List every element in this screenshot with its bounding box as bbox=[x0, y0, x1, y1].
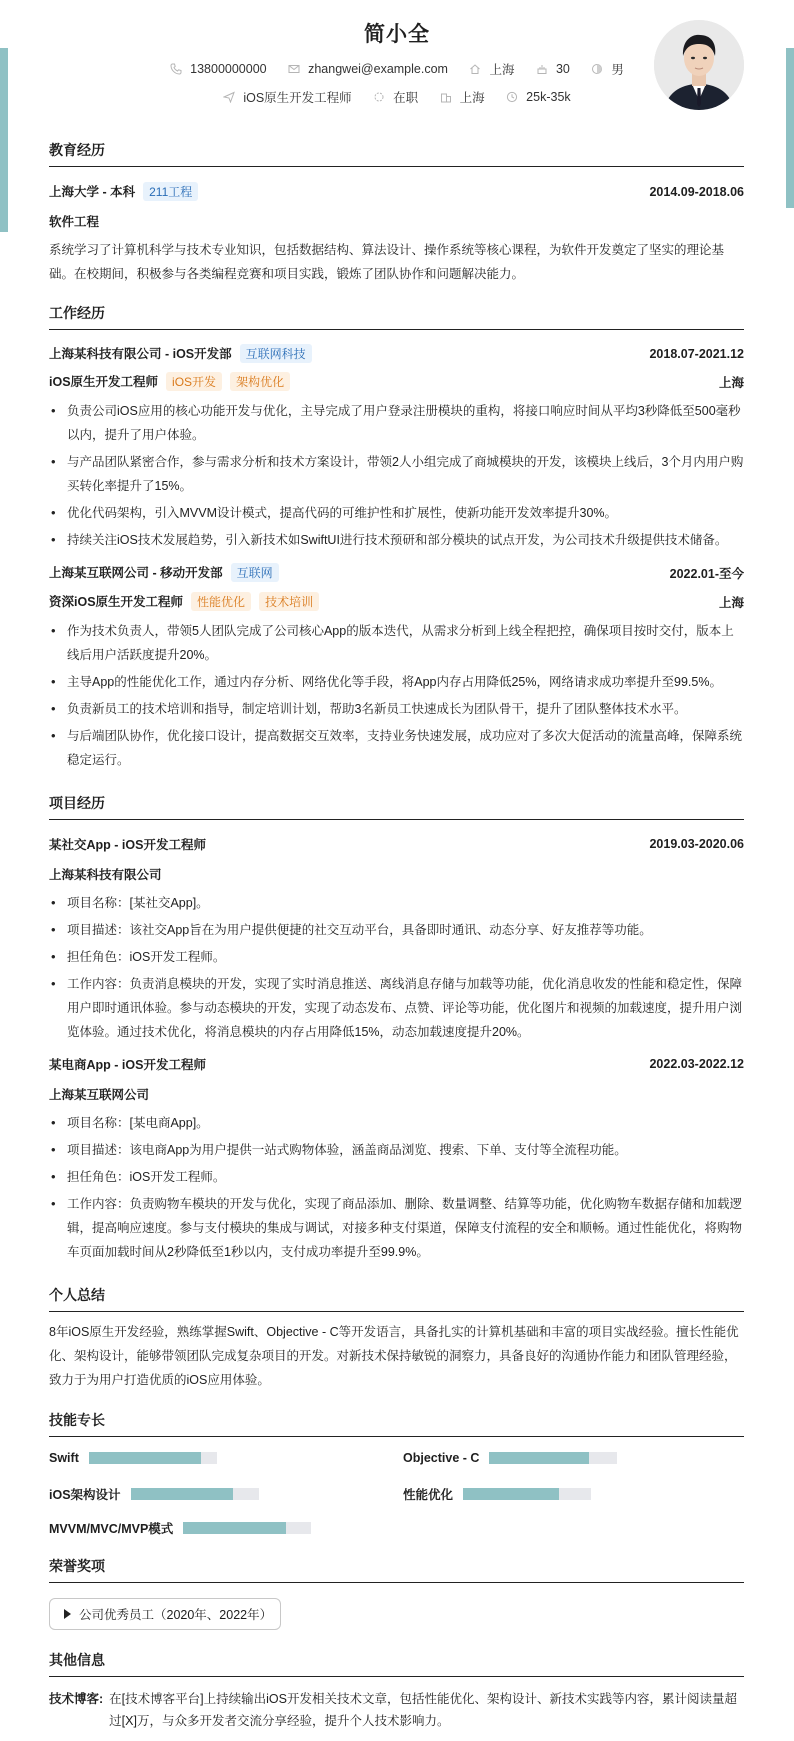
job-title-text: iOS原生开发工程师 bbox=[243, 91, 352, 105]
school-tag: 211工程 bbox=[143, 182, 198, 201]
education-description: 系统学习了计算机科学与技术专业知识，包括数据结构、算法设计、操作系统等核心课程，为软件开发奠定了坚实的理论基础。在校期间，积极参与各类编程竞赛和项目实践，锻炼了团队协作和问题解决能力。 bbox=[49, 243, 725, 281]
phone-item bbox=[170, 62, 266, 76]
skill-bar-fill bbox=[183, 1522, 285, 1534]
skill-bar-fill bbox=[89, 1452, 202, 1464]
skill-label: Swift bbox=[49, 1451, 79, 1465]
list-item: • 优化代码架构，引入MVVM设计模式，提高代码的可维护性和扩展性，使新功能开发效率提升30%。 bbox=[49, 501, 744, 525]
skill-bar bbox=[463, 1488, 591, 1500]
job-1-company-line bbox=[49, 344, 312, 363]
education-major-row bbox=[49, 212, 744, 230]
project-2-details bbox=[49, 1111, 744, 1267]
summary-text: 8年iOS原生开发经验，熟练掌握Swift、Objective - C等开发语言，具备扎实的计算机基础和丰富的项目实战经验。擅长性能优化、架构设计，能够带领团队完成复杂项目的开发。对新技术保持敏锐的洞察力，具备良好的沟通协作能力和团队管理经验，致力于为用户打造优质的iOS应用体验。 bbox=[49, 1325, 739, 1387]
skill-bar-fill bbox=[131, 1488, 233, 1500]
project-2-company: 上海某互联网公司 bbox=[49, 1088, 150, 1102]
education-section-title: 教育经历 bbox=[49, 140, 744, 167]
job-1-role-tag-1: iOS开发 bbox=[166, 372, 222, 391]
send-icon bbox=[223, 91, 235, 103]
list-item: • 项目描述：该社交App旨在为用户提供便捷的社交互动平台，具备即时通讯、动态分享、好友推荐等功能。 bbox=[49, 918, 744, 942]
job-2-company-line bbox=[49, 563, 279, 582]
list-item: • 负责公司iOS应用的核心功能开发与优化，主导完成了用户登录注册模块的重构，将接口响应时间从平均3秒降低至500毫秒以内，提升了用户体验。 bbox=[49, 399, 744, 447]
gender-icon bbox=[591, 63, 603, 75]
list-item: • 项目名称：[某社交App]。 bbox=[49, 891, 744, 915]
job-1-industry-tag: 互联网科技 bbox=[240, 344, 312, 363]
location-text: 上海 bbox=[489, 63, 515, 77]
salary-text: 25k-35k bbox=[526, 90, 571, 104]
phone-icon bbox=[170, 63, 182, 75]
job-2-role-tag-2: 技术培训 bbox=[259, 592, 319, 611]
skill-ios-architecture bbox=[49, 1485, 259, 1503]
status-icon bbox=[373, 91, 385, 103]
blog-text: 在[技术博客平台]上持续输出iOS开发相关技术文章，包括性能优化、架构设计、新技术实践等内容，累计阅读量超过[X]万，与众多开发者交流分享经验，提升个人技术影响力。 bbox=[109, 1692, 737, 1728]
expand-triangle-icon[interactable] bbox=[64, 1609, 71, 1619]
list-item: • 主导App的性能优化工作，通过内存分析、网络优化等手段，将App内存占用降低25%，网络请求成功率提升至99.5%。 bbox=[49, 670, 744, 694]
avatar bbox=[654, 20, 744, 110]
education-header-row bbox=[49, 182, 744, 201]
job-2-role: 资深iOS原生开发工程师 bbox=[49, 595, 184, 609]
phone-text: 13800000000 bbox=[190, 62, 267, 76]
city-item bbox=[440, 88, 485, 106]
project-1-company: 上海某科技有限公司 bbox=[49, 868, 162, 882]
list-item: • 项目名称：[某电商App]。 bbox=[49, 1111, 744, 1135]
building-icon bbox=[440, 91, 452, 103]
salary-item bbox=[506, 90, 570, 104]
clock-icon bbox=[506, 91, 518, 103]
education-major: 软件工程 bbox=[49, 215, 100, 229]
job-2-duties bbox=[49, 619, 744, 775]
gender-item bbox=[591, 60, 624, 78]
education-period: 2014.09-2018.06 bbox=[649, 184, 744, 199]
job-1-header-row bbox=[49, 344, 744, 363]
job-2-role-row bbox=[49, 592, 744, 611]
skill-bar bbox=[89, 1452, 217, 1464]
job-2-industry-tag: 互联网 bbox=[231, 563, 279, 582]
job-title-item bbox=[223, 88, 351, 106]
project-2-company-row bbox=[49, 1085, 744, 1103]
gender-text: 男 bbox=[611, 63, 624, 77]
job-2-company: 上海某互联网公司 - 移动开发部 bbox=[49, 566, 223, 580]
age-text: 30 bbox=[555, 62, 570, 76]
skill-label: MVVM/MVC/MVP模式 bbox=[49, 1522, 174, 1536]
projects-section-title: 项目经历 bbox=[49, 793, 744, 820]
skill-swift bbox=[49, 1451, 217, 1465]
summary-section-title: 个人总结 bbox=[49, 1285, 744, 1312]
school-name: 上海大学 - 本科 bbox=[49, 185, 136, 199]
cake-icon bbox=[536, 63, 548, 75]
project-2-period: 2022.03-2022.12 bbox=[649, 1057, 744, 1071]
project-2-header-row bbox=[49, 1055, 744, 1073]
status-item bbox=[373, 88, 418, 106]
education-school-line bbox=[49, 182, 198, 201]
list-item: • 担任角色：iOS开发工程师。 bbox=[49, 945, 744, 969]
project-2-name: 某电商App - iOS开发工程师 bbox=[49, 1058, 206, 1072]
project-1-header-row bbox=[49, 835, 744, 853]
skills-section-title: 技能专长 bbox=[49, 1410, 744, 1437]
list-item: • 作为技术负责人，带领5人团队完成了公司核心App的版本迭代，从需求分析到上线全程把控，确保项目按时交付，版本上线后用户活跃度提升20%。 bbox=[49, 619, 744, 667]
list-item: • 工作内容：负责消息模块的开发，实现了实时消息推送、离线消息存储与加载等功能，优化消息收发的性能和稳定性，保障用户即时通讯体验。参与动态模块的开发，实现了动态发布、点赞、评论等功能，优化图片和视频的加载速度，提升用户浏览体验。通过技术优化，将消息模块的内存占用降低15%，动态加载速度提升20%。 bbox=[49, 972, 744, 1044]
skill-label: 性能优化 bbox=[403, 1488, 454, 1502]
age-item bbox=[536, 62, 570, 76]
job-1-role: iOS原生开发工程师 bbox=[49, 375, 159, 389]
job-2-period: 2022.01-至今 bbox=[669, 566, 744, 581]
status-text: 在职 bbox=[393, 91, 419, 105]
job-2-city: 上海 bbox=[718, 595, 744, 610]
list-item: • 持续关注iOS技术发展趋势，引入新技术如SwiftUI进行技术预研和部分模块的试点开发，为公司技术升级提供技术储备。 bbox=[49, 528, 744, 552]
resume-header bbox=[0, 0, 794, 120]
city-text: 上海 bbox=[459, 91, 485, 105]
job-1-period: 2018.07-2021.12 bbox=[649, 346, 744, 361]
blog-label: 技术博客: bbox=[49, 1692, 104, 1706]
skill-bar bbox=[131, 1488, 259, 1500]
project-1-details bbox=[49, 891, 744, 1047]
work-section-title: 工作经历 bbox=[49, 303, 744, 330]
home-icon bbox=[469, 63, 481, 75]
job-1-role-line bbox=[49, 372, 290, 391]
email-text: zhangwei@example.com bbox=[308, 62, 448, 76]
list-item: • 担任角色：iOS开发工程师。 bbox=[49, 1165, 744, 1189]
project-1-company-row bbox=[49, 865, 744, 883]
job-1-duties bbox=[49, 399, 744, 555]
job-2-header-row bbox=[49, 563, 744, 582]
list-item: • 与产品团队紧密合作，参与需求分析和技术方案设计，带领2人小组完成了商城模块的开发，该模块上线后，3个月内用户购买转化率提升了15%。 bbox=[49, 450, 744, 498]
email-item bbox=[288, 62, 448, 76]
honor-item[interactable] bbox=[49, 1598, 281, 1630]
skill-bar-fill bbox=[489, 1452, 589, 1464]
mail-icon bbox=[288, 63, 300, 75]
honors-section-title: 荣誉奖项 bbox=[49, 1556, 744, 1583]
job-1-city: 上海 bbox=[718, 375, 744, 390]
candidate-name: 简小全 bbox=[364, 23, 430, 46]
list-item: • 与后端团队协作，优化接口设计，提高数据交互效率，支持业务快速发展，成功应对了多次大促活动的流量高峰，保障系统稳定运行。 bbox=[49, 724, 744, 772]
project-1-period: 2019.03-2020.06 bbox=[649, 837, 744, 851]
list-item: • 工作内容：负责购物车模块的开发与优化，实现了商品添加、删除、数量调整、结算等功能，优化购物车数据存储和加载逻辑，提高响应速度。参与支付模块的集成与调试，对接多种支付渠道，保障支付流程的安全和顺畅。通过性能优化，将购物车页面加载时间从2秒降低至1秒以内，支付成功率提升至99.9%。 bbox=[49, 1192, 744, 1264]
other-section-title: 其他信息 bbox=[49, 1650, 744, 1677]
list-item: • 项目描述：该电商App为用户提供一站式购物体验，涵盖商品浏览、搜索、下单、支付等全流程功能。 bbox=[49, 1138, 744, 1162]
skill-objective-c bbox=[403, 1451, 617, 1465]
skill-bar bbox=[183, 1522, 311, 1534]
job-1-role-tag-2: 架构优化 bbox=[230, 372, 290, 391]
job-1-company: 上海某科技有限公司 - iOS开发部 bbox=[49, 347, 232, 361]
skill-label: iOS架构设计 bbox=[49, 1488, 121, 1502]
job-2-role-tag-1: 性能优化 bbox=[191, 592, 251, 611]
skill-bar bbox=[489, 1452, 617, 1464]
project-1-name: 某社交App - iOS开发工程师 bbox=[49, 838, 206, 852]
skill-patterns bbox=[49, 1519, 311, 1537]
skill-bar-fill bbox=[463, 1488, 559, 1500]
list-item: • 负责新员工的技术培训和指导，制定培训计划，帮助3名新员工快速成长为团队骨干，提升了团队整体技术水平。 bbox=[49, 697, 744, 721]
other-info-row bbox=[49, 1688, 744, 1732]
location-item bbox=[469, 60, 514, 78]
skill-performance bbox=[403, 1485, 591, 1503]
job-1-role-row bbox=[49, 372, 744, 391]
job-2-role-line bbox=[49, 592, 319, 611]
honor-text: 公司优秀员工（2020年、2022年） bbox=[79, 1608, 273, 1622]
skill-label: Objective - C bbox=[403, 1451, 480, 1465]
